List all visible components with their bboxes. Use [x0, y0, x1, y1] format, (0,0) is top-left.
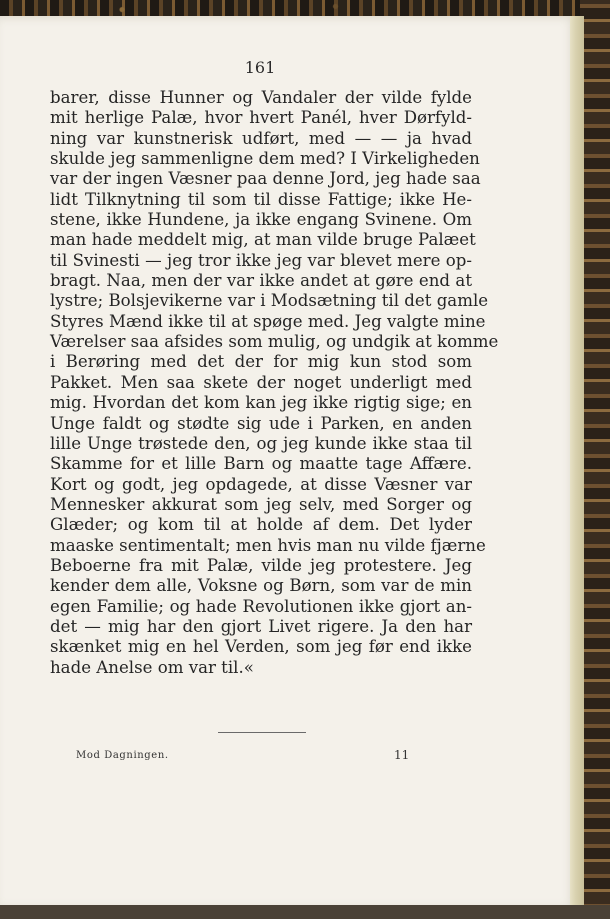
- text-line: lille Unge trøstede den, og jeg kunde ikke staa til: [50, 433, 472, 453]
- text-line: ning var kunstnerisk udført, med — — ja hvad: [50, 128, 472, 148]
- text-line: Styres Mænd ikke til at spøge med. Jeg valgte mine: [50, 311, 486, 331]
- text-line: Værelser saa afsides som mulig, og undgik at komme: [50, 332, 499, 352]
- text-line: man hade meddelt mig, at man vilde bruge Palæet: [50, 230, 476, 250]
- text-line: stene, ikke Hundene, ja ikke engang Svinene. Om: [50, 210, 472, 230]
- text-line: Unge faldt og stødte sig ude i Parken, en anden: [50, 413, 472, 433]
- text-line: egen Familie; og hade Revolutionen ikke gjort an-: [50, 596, 472, 616]
- body-text: [50, 88, 499, 678]
- text-line: skulde jeg sammenligne dem med? I Virkeligheden: [50, 149, 480, 169]
- end-divider: [218, 732, 306, 733]
- text-line: Skamme for et lille Barn og maatte tage Affære.: [50, 454, 472, 474]
- text-line: Kort og godt, jeg opdagede, at disse Væsner var: [50, 474, 472, 494]
- text-line: mig. Hvordan det kom kan jeg ikke rigtig sige; en: [50, 393, 472, 413]
- text-line: kender dem alle, Voksne og Børn, som var de min: [50, 576, 472, 596]
- text-line: bragt. Naa, men der var ikke andet at gøre end at: [50, 271, 472, 291]
- text-line: mit herlige Palæ, hvor hvert Panél, hver Dørfyld-: [50, 108, 472, 128]
- text-line: var der ingen Væsner paa denne Jord, jeg hade saa: [50, 169, 481, 189]
- footer-book-title: Mod Dagningen.: [76, 750, 169, 761]
- text-line: Pakket. Men saa skete der noget underligt med: [50, 372, 472, 392]
- book-cover-edge-top: [0, 0, 610, 16]
- text-line: Mennesker akkurat som jeg selv, med Sorger og: [50, 494, 472, 514]
- text-line: lidt Tilknytning til som til disse Fattige; ikke He-: [50, 189, 472, 209]
- text-line: Glæder; og kom til at holde af dem. Det lyder: [50, 515, 472, 535]
- text-line: til Svinesti — jeg tror ikke jeg var blevet mere op-: [50, 250, 472, 270]
- page-stack-edge: [570, 16, 584, 909]
- footer-signature-mark: 11: [394, 748, 410, 762]
- text-line: det — mig har den gjort Livet rigere. Ja den har: [50, 616, 472, 636]
- text-line: i Berøring med det der for mig kun stod som: [50, 352, 472, 372]
- text-line: lystre; Bolsjevikerne var i Modsætning til det gamle: [50, 291, 489, 311]
- text-line: skænket mig en hel Verden, som jeg før end ikke: [50, 637, 472, 657]
- text-line: barer, disse Hunner og Vandaler der vilde fylde: [50, 88, 472, 107]
- text-line: maaske sentimentalt; men hvis man nu vilde fjærne: [50, 535, 486, 555]
- text-line: hade Anelse om var til.«: [50, 657, 254, 677]
- book-cover-edge-right: [580, 0, 610, 919]
- text-line: Beboerne fra mit Palæ, vilde jeg protestere. Jeg: [50, 555, 472, 575]
- scan-bottom-margin: [0, 905, 610, 919]
- page-number: 161: [244, 58, 276, 77]
